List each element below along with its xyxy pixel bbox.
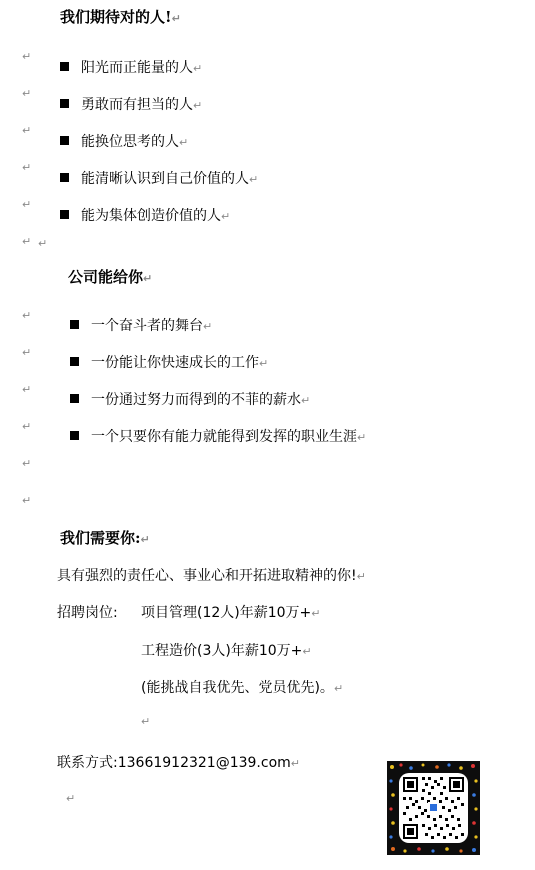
list-item-text: 一份通过努力而得到的不菲的薪水 bbox=[91, 392, 301, 408]
list-item-text: 阳光而正能量的人 bbox=[81, 60, 193, 76]
paragraph-mark: ↵ bbox=[66, 792, 76, 805]
paragraph-mark: ↵ bbox=[356, 570, 366, 583]
bullet-square bbox=[60, 99, 69, 108]
list-item bbox=[60, 57, 202, 77]
paragraph-mark: ↵ bbox=[38, 237, 48, 250]
bullet-square bbox=[60, 62, 69, 71]
paragraph-mark: ↵ bbox=[203, 320, 213, 333]
paragraph-mark: ↵ bbox=[290, 757, 300, 770]
paragraph-mark: ↵ bbox=[141, 715, 151, 728]
paragraph-mark: ↵ bbox=[22, 235, 32, 248]
list-item-text: 能换位思考的人 bbox=[81, 134, 179, 150]
bullet-square bbox=[70, 320, 79, 329]
job-item: 项目管理(12人)年薪10万+ bbox=[141, 605, 312, 621]
bullet-square bbox=[60, 210, 69, 219]
section1-heading: 我们期待对的人! bbox=[60, 8, 172, 26]
paragraph-mark: ↵ bbox=[22, 420, 32, 433]
list-item-text: 一个奋斗者的舞台 bbox=[91, 318, 203, 334]
paragraph-mark: ↵ bbox=[193, 99, 203, 112]
paragraph-mark: ↵ bbox=[179, 136, 189, 149]
paragraph-mark: ↵ bbox=[22, 383, 32, 396]
paragraph-mark: ↵ bbox=[22, 87, 32, 100]
list-item bbox=[70, 352, 268, 372]
list-item bbox=[60, 205, 230, 225]
list-item bbox=[60, 94, 202, 114]
list-item bbox=[70, 426, 366, 446]
list-item-text: 能为集体创造价值的人 bbox=[81, 208, 221, 224]
contact-info: 联系方式:13661912321@139.com bbox=[57, 755, 291, 771]
list-item-text: 一个只要你有能力就能得到发挥的职业生涯 bbox=[91, 429, 357, 445]
requirement-text: 具有强烈的责任心、事业心和开拓进取精神的你! bbox=[57, 568, 357, 584]
paragraph-mark: ↵ bbox=[22, 161, 32, 174]
paragraph-mark: ↵ bbox=[22, 494, 32, 507]
paragraph-mark: ↵ bbox=[249, 173, 259, 186]
section2-heading: 公司能给你 bbox=[68, 268, 144, 286]
bullet-square bbox=[70, 431, 79, 440]
section3-heading: 我们需要你: bbox=[60, 529, 141, 547]
preference-note: (能挑战自我优先、党员优先)。 bbox=[141, 680, 334, 696]
paragraph-mark: ↵ bbox=[171, 12, 181, 25]
bullet-square bbox=[70, 357, 79, 366]
paragraph-mark: ↵ bbox=[221, 210, 231, 223]
paragraph-mark: ↵ bbox=[193, 62, 203, 75]
paragraph-mark: ↵ bbox=[22, 346, 32, 359]
list-item-text: 能清晰认识到自己价值的人 bbox=[81, 171, 249, 187]
paragraph-mark: ↵ bbox=[333, 682, 344, 695]
paragraph-mark: ↵ bbox=[140, 533, 150, 546]
paragraph-mark: ↵ bbox=[357, 431, 367, 444]
paragraph-mark: ↵ bbox=[22, 124, 32, 137]
paragraph-mark: ↵ bbox=[22, 457, 32, 470]
bullet-square bbox=[60, 136, 69, 145]
paragraph-mark: ↵ bbox=[143, 272, 153, 285]
list-item bbox=[70, 315, 212, 335]
paragraph-mark: ↵ bbox=[22, 198, 32, 211]
job-item: 工程造价(3人)年薪10万+ bbox=[141, 643, 303, 659]
paragraph-mark: ↵ bbox=[22, 309, 32, 322]
paragraph-mark: ↵ bbox=[311, 607, 321, 620]
paragraph-mark: ↵ bbox=[301, 394, 311, 407]
list-item bbox=[60, 131, 188, 151]
list-item-text: 勇敢而有担当的人 bbox=[81, 97, 193, 113]
list-item bbox=[70, 389, 310, 409]
list-item bbox=[60, 168, 258, 188]
paragraph-mark: ↵ bbox=[22, 50, 32, 63]
paragraph-mark: ↵ bbox=[259, 357, 269, 370]
bullet-square bbox=[60, 173, 69, 182]
paragraph-mark: ↵ bbox=[302, 645, 312, 658]
qr-code-image bbox=[387, 761, 480, 855]
jobs-label: 招聘岗位: bbox=[57, 605, 118, 621]
bullet-square bbox=[70, 394, 79, 403]
list-item-text: 一份能让你快速成长的工作 bbox=[91, 355, 259, 371]
